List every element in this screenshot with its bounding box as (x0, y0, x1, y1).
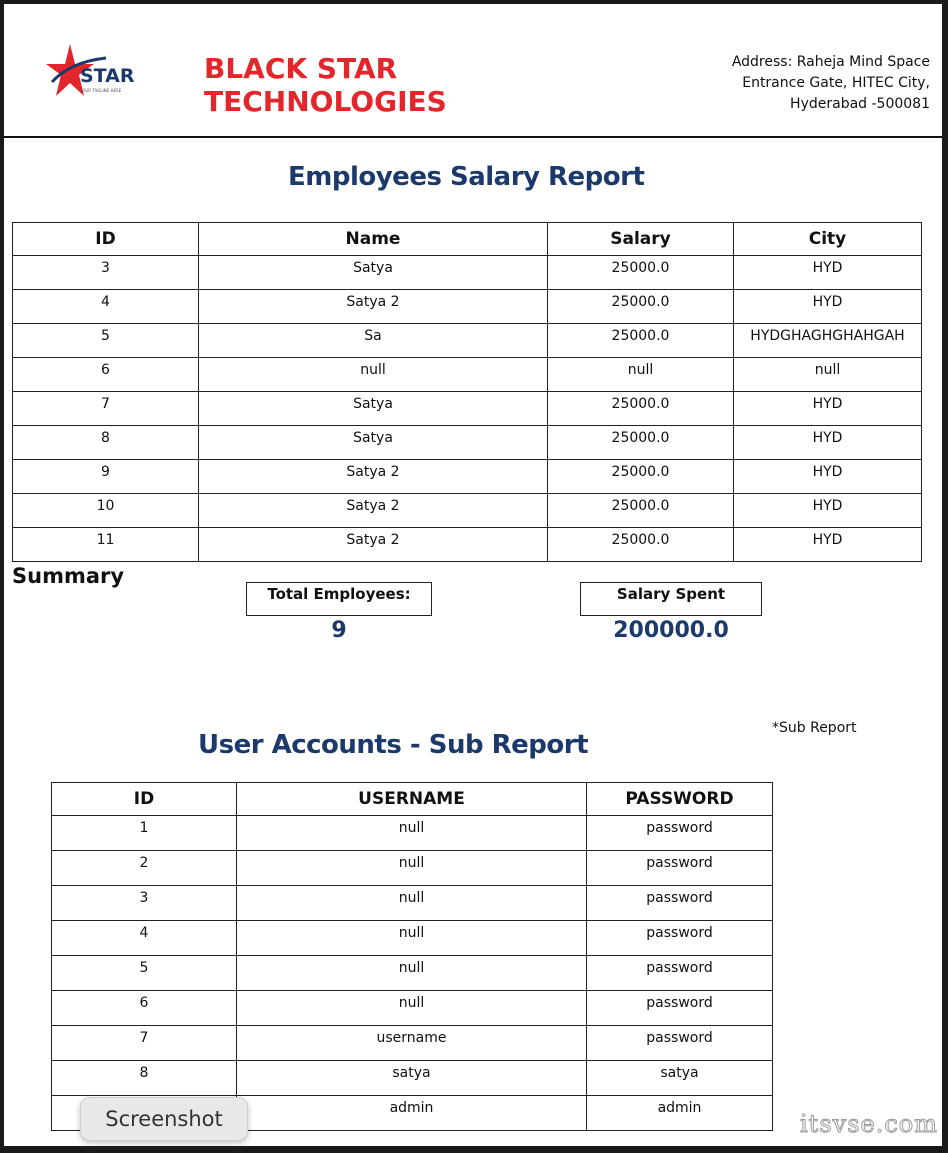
cell-id: 3 (52, 886, 237, 921)
cell-id: 8 (52, 1061, 237, 1096)
cell-salary: 25000.0 (548, 528, 734, 562)
cell-id: 4 (52, 921, 237, 956)
cell-name: Satya 2 (199, 528, 548, 562)
column-header-password: PASSWORD (587, 783, 773, 816)
cell-salary: 25000.0 (548, 392, 734, 426)
cell-salary: null (548, 358, 734, 392)
cell-password: password (587, 921, 773, 956)
cell-salary: 25000.0 (548, 290, 734, 324)
cell-username: null (237, 886, 587, 921)
cell-city: HYD (734, 460, 922, 494)
cell-id: 5 (13, 324, 199, 358)
cell-city: HYD (734, 290, 922, 324)
cell-id: 5 (52, 956, 237, 991)
company-logo (46, 42, 146, 102)
cell-name: Sa (199, 324, 548, 358)
cell-id: 10 (13, 494, 199, 528)
cell-salary: 25000.0 (548, 256, 734, 290)
salary-spent-value: 200000.0 (613, 618, 729, 643)
report-page (4, 4, 942, 1146)
cell-city: HYD (734, 426, 922, 460)
table-row (13, 460, 922, 494)
cell-city: HYDGHAGHGHAHGAH (734, 324, 922, 358)
cell-username: username (237, 1026, 587, 1061)
address-line: Address: Raheja Mind Space (731, 54, 930, 70)
cell-name: Satya 2 (199, 494, 548, 528)
table-row (52, 816, 773, 851)
column-header-id: ID (52, 783, 237, 816)
total-employees-value: 9 (331, 618, 347, 643)
address-line: Hyderabad -500081 (790, 96, 930, 112)
total-employees-label: Total Employees: (246, 582, 432, 616)
address-line: Entrance Gate, HITEC City, (742, 75, 930, 91)
cell-password: password (587, 1026, 773, 1061)
cell-name: Satya (199, 426, 548, 460)
cell-city: null (734, 358, 922, 392)
user-accounts-table (51, 782, 773, 1131)
table-row (52, 851, 773, 886)
star-logo-icon (46, 42, 146, 102)
table-header-row (52, 783, 773, 816)
cell-password: password (587, 851, 773, 886)
cell-name: Satya (199, 392, 548, 426)
report-header (4, 4, 942, 138)
table-row (13, 528, 922, 562)
table-row (52, 886, 773, 921)
cell-id: 6 (13, 358, 199, 392)
screenshot-button[interactable]: Screenshot (80, 1097, 248, 1141)
column-header-salary: Salary (548, 223, 734, 256)
cell-username: satya (237, 1061, 587, 1096)
cell-name: Satya 2 (199, 460, 548, 494)
table-row (13, 426, 922, 460)
employees-table (12, 222, 922, 562)
cell-password: password (587, 886, 773, 921)
table-row (13, 290, 922, 324)
cell-username: admin (237, 1096, 587, 1131)
table-row (13, 494, 922, 528)
cell-salary: 25000.0 (548, 494, 734, 528)
cell-username: null (237, 921, 587, 956)
cell-password: password (587, 991, 773, 1026)
cell-username: null (237, 956, 587, 991)
cell-city: HYD (734, 494, 922, 528)
employees-report-title: Employees Salary Report (288, 162, 645, 192)
table-row (13, 358, 922, 392)
logo-text: STAR (80, 65, 135, 87)
cell-password: admin (587, 1096, 773, 1131)
table-row (52, 1026, 773, 1061)
table-row (13, 256, 922, 290)
company-address (670, 52, 930, 115)
cell-id: 3 (13, 256, 199, 290)
logo-tagline: YOUR TAGLINE HERE (80, 88, 122, 93)
column-header-username: USERNAME (237, 783, 587, 816)
cell-id: 8 (13, 426, 199, 460)
cell-id: 11 (13, 528, 199, 562)
cell-username: null (237, 851, 587, 886)
summary-label: Summary (12, 564, 125, 588)
cell-city: HYD (734, 256, 922, 290)
cell-name: Satya (199, 256, 548, 290)
table-row (52, 956, 773, 991)
column-header-name: Name (199, 223, 548, 256)
cell-username: null (237, 816, 587, 851)
cell-id: 4 (13, 290, 199, 324)
cell-password: password (587, 956, 773, 991)
column-header-city: City (734, 223, 922, 256)
cell-salary: 25000.0 (548, 426, 734, 460)
cell-salary: 25000.0 (548, 460, 734, 494)
table-header-row (13, 223, 922, 256)
table-row (52, 921, 773, 956)
table-row (13, 324, 922, 358)
column-header-id: ID (13, 223, 199, 256)
cell-id: 2 (52, 851, 237, 886)
cell-name: null (199, 358, 548, 392)
cell-name: Satya 2 (199, 290, 548, 324)
salary-spent-label: Salary Spent (580, 582, 762, 616)
cell-city: HYD (734, 528, 922, 562)
sub-report-title: User Accounts - Sub Report (198, 730, 588, 760)
sub-report-note: *Sub Report (772, 720, 857, 736)
cell-id: 7 (52, 1026, 237, 1061)
cell-password: password (587, 816, 773, 851)
cell-password: satya (587, 1061, 773, 1096)
watermark: itsvse.com (800, 1110, 938, 1138)
cell-username: null (237, 991, 587, 1026)
cell-id: 6 (52, 991, 237, 1026)
cell-salary: 25000.0 (548, 324, 734, 358)
table-row (13, 392, 922, 426)
table-row (52, 991, 773, 1026)
company-name: BLACK STAR TECHNOLOGIES (204, 52, 447, 118)
cell-city: HYD (734, 392, 922, 426)
cell-id: 1 (52, 816, 237, 851)
table-row (52, 1061, 773, 1096)
cell-id: 9 (13, 460, 199, 494)
cell-id: 7 (13, 392, 199, 426)
